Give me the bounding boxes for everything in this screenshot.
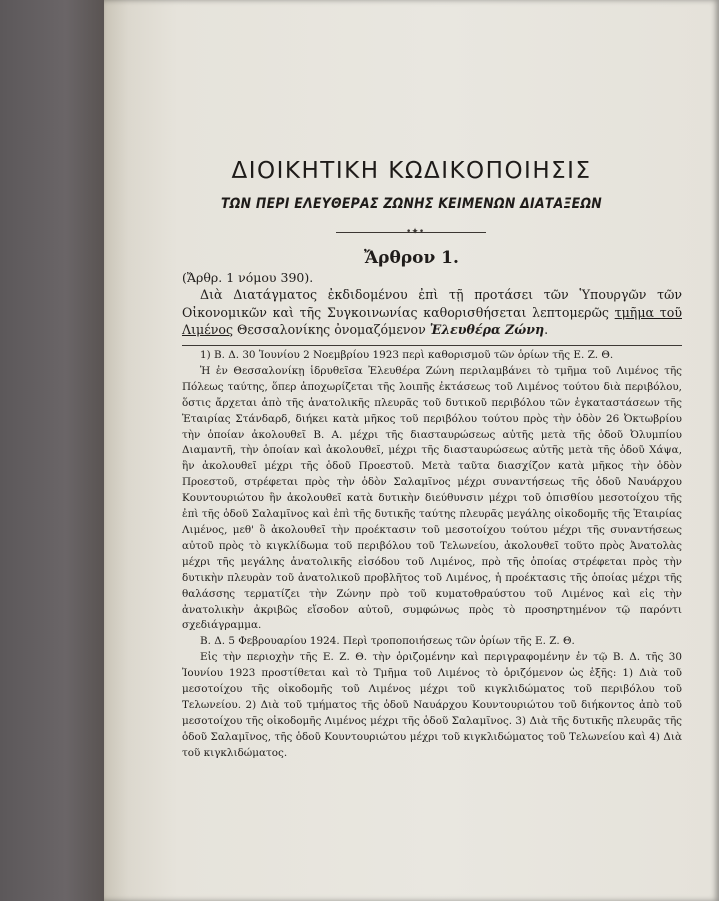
paragraph-zone-description: Ἡ ἐν Θεσσαλονίκῃ ἱδρυθεῖσα Ἐλευθέρα Ζώνη περιλαμβάνει τὸ τμῆμα τοῦ Λιμένος τῆς Πόλεως ταύτης, ὅπερ ἀποχωρίζεται τῆς λοιπῆς ἐκτάσεως τοῦ Λιμένος τούτου διὰ περιβόλου, ὅστις ἄρχεται ἀπὸ τῆς ἀνατολικῆς πλευρᾶς τοῦ δυτικοῦ περιβόλου τῶν ἐγκαταστάσεων τῆς Ἑταιρίας Στάνδαρδ, διήκει κατὰ μῆκος τοῦ περιβόλου τούτου πρὸς τὴν ὁδὸν 26 Ὀκτωβρίου τὴν ὁποίαν ἀκολουθεῖ Β. Α. μέχρι τῆς διασταυρώσεως αὐτῆς μετὰ τῆς ὁδοῦ Ὀλυμπίου Διαμαντῆ, τὴν ὁποίαν καὶ ἀκολουθεῖ, μέχρι τῆς διασταυρώσεως αὐτῆς μετὰ τῆς ὁδοῦ Χάψα, ἣν ἀκολουθεῖ μέχρι τῆς ὁδοῦ Προεστοῦ. Μετὰ ταῦτα διασχίζον κατὰ μῆκος τὴν ὁδὸν Προεστοῦ, στρέφεται πρὸς τὴν ὁδὸν Σαλαμῖνος μέχρι συναντήσεως τῆς ὁδοῦ Ναυάρχου Κουντουριώτου ἣν ἀκολουθεῖ κατὰ δυτικὴν διεύθυνσιν μέχρι τοῦ ὀπισθίου μεσοτοίχου τῆς ἐπὶ τῆς ὁδοῦ Σαλαμῖνος καὶ ἐπὶ τῆς δυτικῆς ταύτης πλευρᾶς μεγάλης οἰκοδομῆς τῆς Ἑταιρίας Λιμένος, μεθ' ὃ ἀκολουθεῖ τὴν προέκτασιν τοῦ μεσοτοίχου τούτου μέχρι τῆς συναντήσεως αὐτοῦ πρὸς τὸ κιγκλίδωμα τοῦ περιβόλου τοῦ Τελωνείου, ἀκολουθεῖ τοῦτο πρὸς Ἀνατολὰς μέχρι τῆς μεγάλης ἀνατολικῆς εἰσόδου τοῦ Λιμένος, πρὸ τῆς ὁποίας στρέφεται πρὸς τὴν δυτικὴν πλευρὰν τοῦ ἀνατολικοῦ προβλῆτος τοῦ Λιμένος, ἡ προέκτασις τῆς ὁποίας μέχρι τῆς θαλάσσης τερματίζει τὴν Ζώνην πρὸ τοῦ κυματοθραύστου τοῦ Λιμένος καὶ εἰς τὴν ἀνατολικὴν ἀκριβῶς εἴσοδον αὐτοῦ, συμφώνως πρὸς τὸ προσηρτημένον τῷ παρόντι σχεδιάγραμμα. <box>182 364 682 632</box>
law-reference: (Ἄρθρ. 1 νόμου 390). <box>182 270 314 285</box>
article-intro <box>182 286 682 339</box>
paragraph-decree-1924: Β. Δ. 5 Φεβρουαρίου 1924. Περὶ τροποποιήσεως τῶν ὁρίων τῆς Ε. Ζ. Θ. <box>200 635 575 648</box>
book-spine <box>0 0 110 901</box>
paragraph-decree-1923: 1) Β. Δ. 30 Ἰουνίου 2 Νοεμβρίου 1923 περὶ καθορισμοῦ τῶν ὁρίων τῆς Ε. Ζ. Θ. <box>200 349 614 361</box>
intro-text-3: . <box>544 322 549 337</box>
intro-text-1: Διὰ Διατάγματος ἐκδιδομένου ἐπὶ τῇ προτάσει τῶν Ὑπουργῶν τῶν Οἰκονομικῶν καὶ τῆς Συγκοινωνίας καθορισθήσεται λεπτομερῶς <box>182 287 682 320</box>
intro-text-2: Θεσσαλονίκης ὀνομαζόμενον <box>233 322 430 337</box>
intro-underlined: τμῆμα τοῦ Λιμένος <box>182 304 682 337</box>
section-rule <box>182 345 682 346</box>
article-heading: Ἄρθρον 1. <box>364 248 459 268</box>
intro-emphasis: Ἐλευθέρα Ζώνη <box>429 322 545 337</box>
document-body <box>182 348 682 762</box>
divider-ornament: •✦• <box>406 227 425 237</box>
document-page <box>104 0 719 901</box>
document-title: ΔΙΟΙΚΗΤΙΚΗ ΚΩΔΙΚΟΠΟΙΗΣΙΣ <box>231 158 592 184</box>
document-subtitle: ΤΩΝ ΠΕΡΙ ΕΛΕΥΘΕΡΑΣ ΖΩΝΗΣ ΚΕΙΜΕΝΩΝ ΔΙΑΤΑΞΕΩΝ <box>220 196 603 212</box>
paragraph-zone-extension: Εἰς τὴν περιοχὴν τῆς Ε. Ζ. Θ. τὴν ὁριζομένην καὶ περιγραφομένην ἐν τῷ Β. Δ. τῆς 30 Ἰουνίου 1923 προστίθεται καὶ τὸ Τμῆμα τοῦ Λιμένος τὸ ὁριζόμενον ὡς ἑξῆς: 1) Διὰ τοῦ μεσοτοίχου τῆς οἰκοδομῆς τοῦ Λιμένος μέχρι τοῦ κιγκλιδώματος τοῦ περιβόλου τοῦ Τελωνείου. 2) Διὰ τοῦ τμήματος τῆς ὁδοῦ Ναυάρχου Κουντουριώτου τοῦ διήκοντος ἀπὸ τοῦ μεσοτοίχου τῆς οἰκοδομῆς Λιμένος μέχρι τῆς ὁδοῦ Σαλαμῖνος. 3) Διὰ τῆς δυτικῆς πλευρᾶς τῆς ὁδοῦ Σαλαμῖνος, τῆς ὁδοῦ Κουντουριώτου μέχρι τοῦ κιγκλιδώματος τοῦ Τελωνείου καὶ 4) Διὰ τοῦ κιγκλιδώματος. <box>182 651 682 759</box>
